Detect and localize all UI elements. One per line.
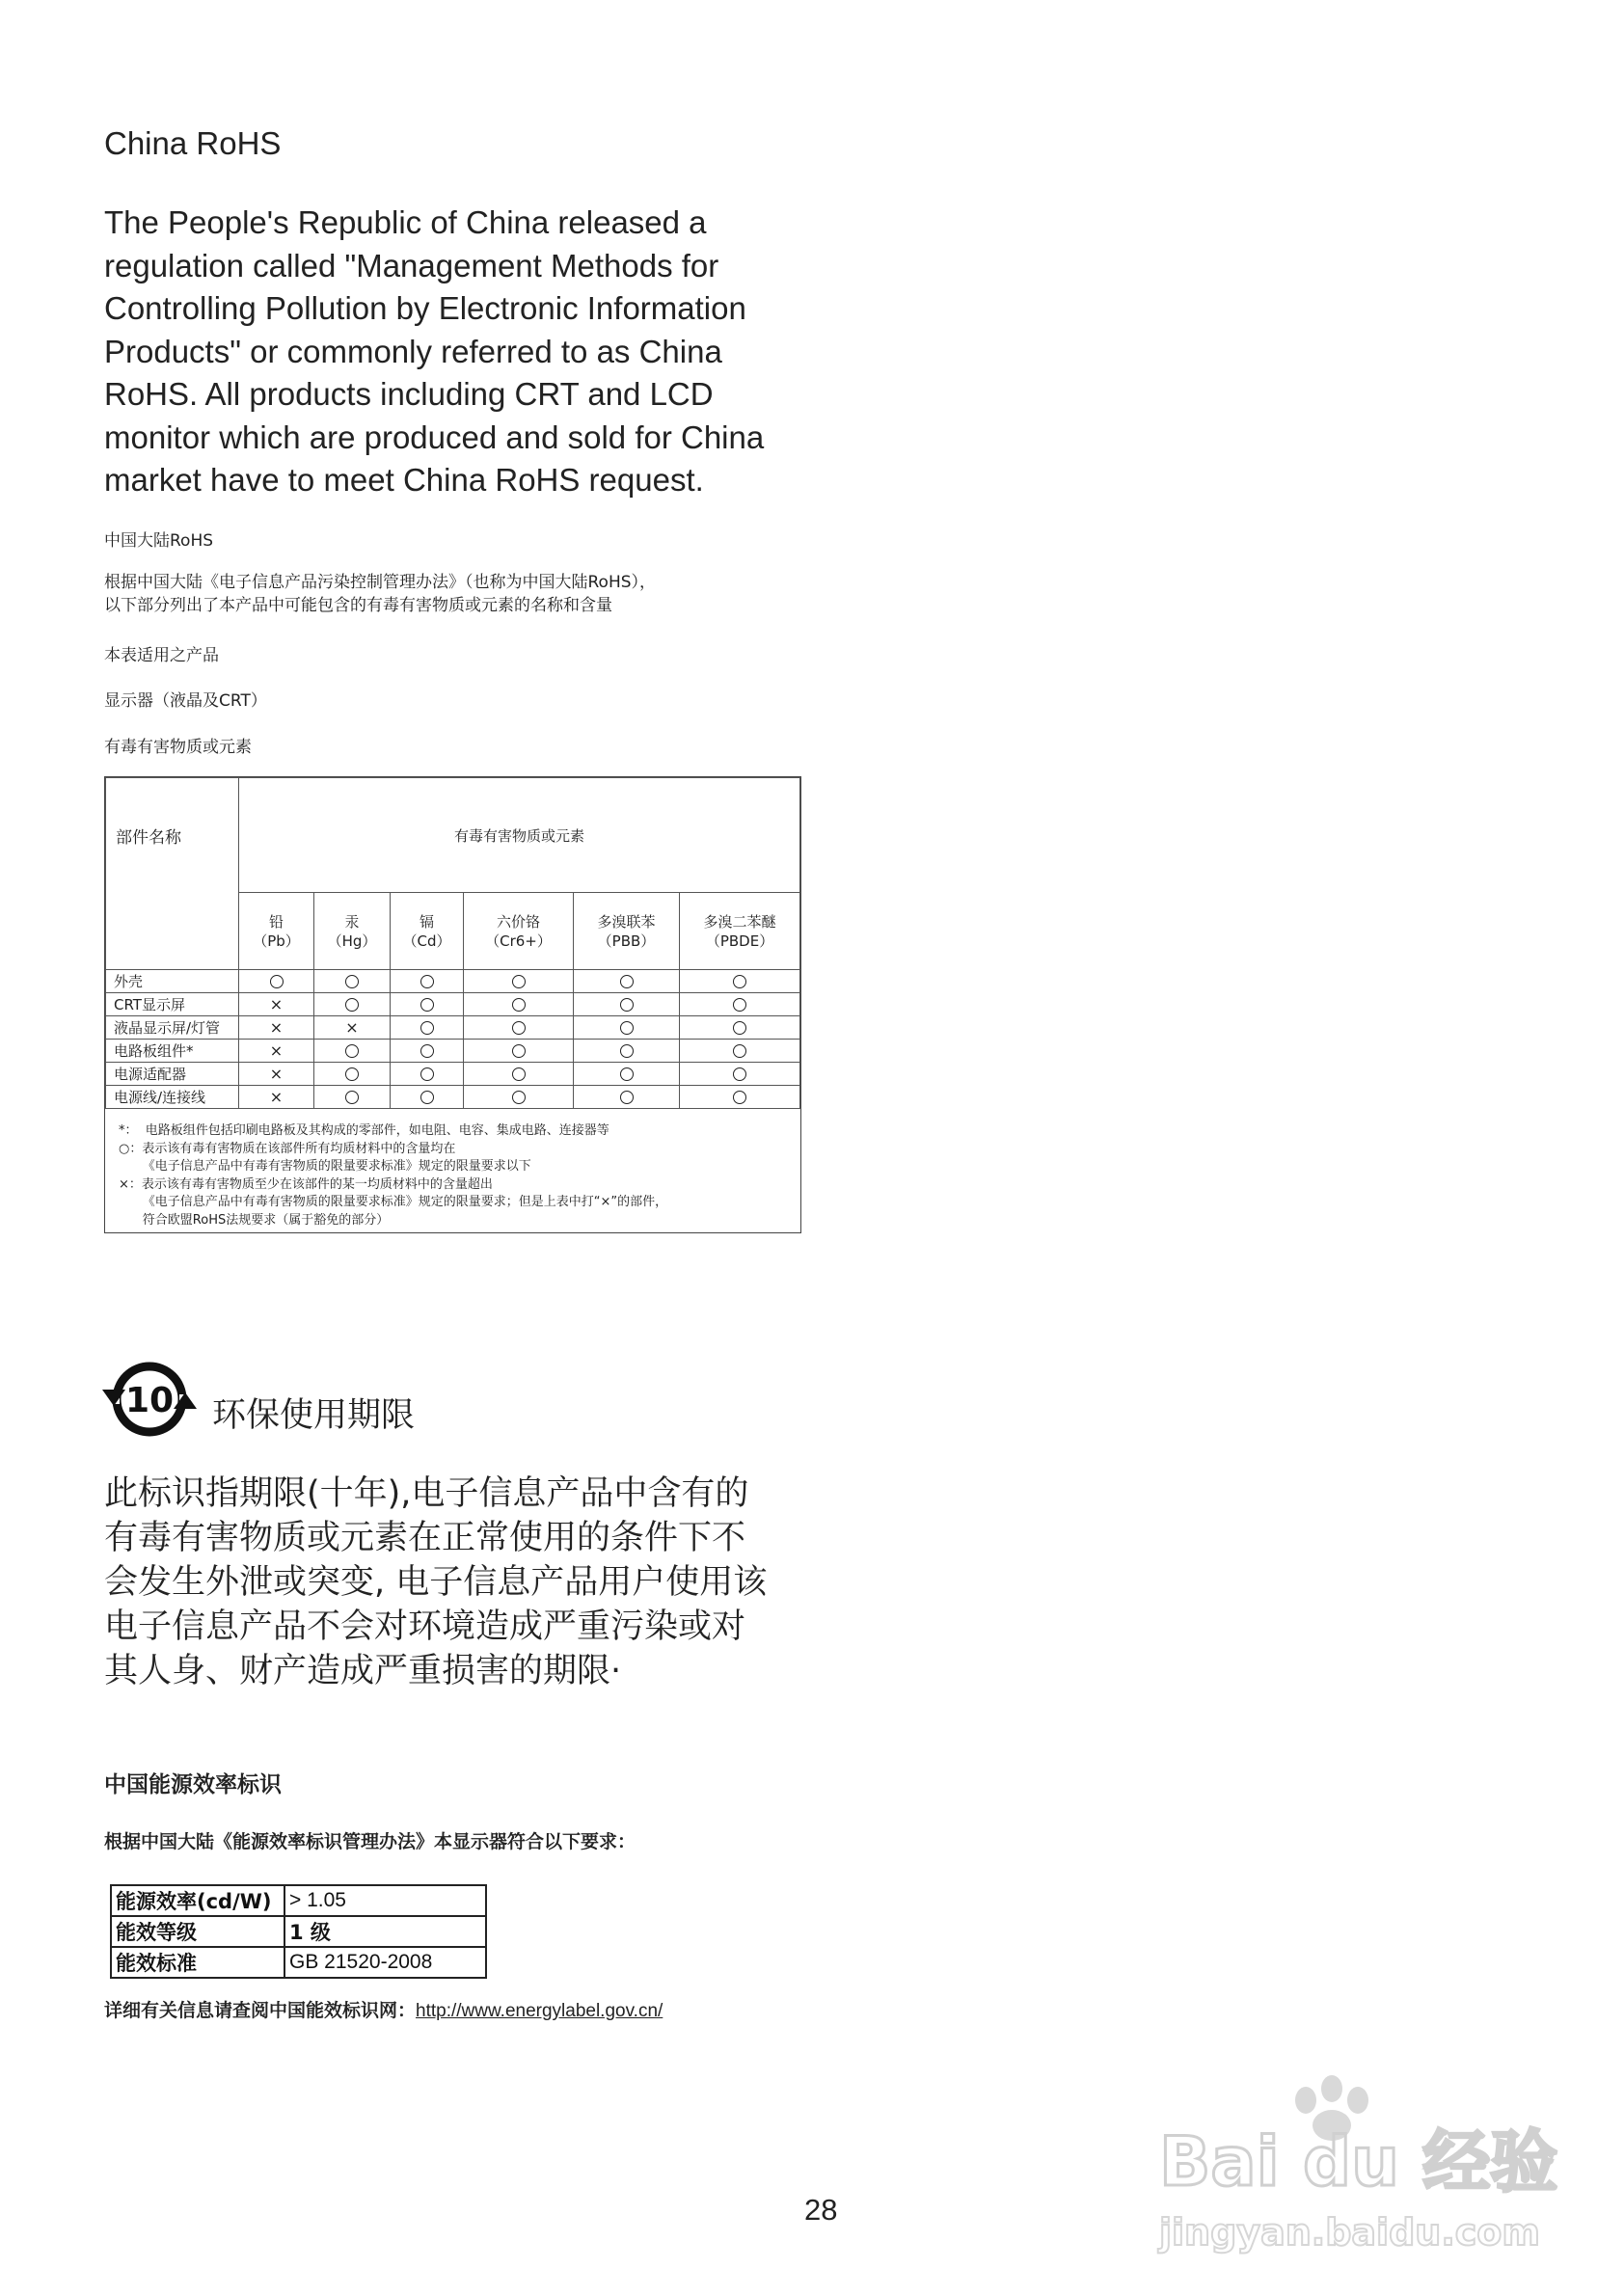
circle-icon [733,998,746,1012]
energy-label-title: 中国能源效率标识 [104,1772,282,1797]
element-header [391,893,464,970]
energy-row [111,1916,486,1947]
cross-icon: × [269,1088,284,1106]
circle-icon [345,998,359,1012]
element-header [464,893,574,970]
circle-icon [733,1044,746,1058]
element-header [680,893,800,970]
compliant-mark [464,1086,574,1109]
compliant-mark [574,993,680,1016]
element-name: 多溴联苯 [597,912,656,931]
basis-line: 以下部分列出了本产品中可能包含的有毒有害物质或元素的名称和含量 [104,596,612,615]
note-line: ○：表示该有毒有害物质在该部件所有均质材料中的含量均在 [119,1141,456,1156]
intro-line: The People's Republic of China released a [104,204,707,240]
efup-icon-number: 10 [124,1381,175,1420]
table-row [106,1086,800,1109]
circle-icon [512,975,526,988]
product-label: 显示器（液晶及CRT） [104,691,267,711]
table-row [106,993,800,1016]
part-name: 外壳 [106,970,239,993]
compliant-mark [574,970,680,993]
part-name: 液晶显示屏/灯管 [106,1016,239,1040]
circle-icon [345,1044,359,1058]
circle-icon [345,975,359,988]
intro-line: regulation called "Management Methods for [104,247,719,284]
part-name: CRT显示屏 [106,993,239,1016]
circle-icon [420,1067,434,1081]
efup-line: 电子信息产品不会对环境造成严重污染或对 [104,1607,746,1646]
element-header [574,893,680,970]
circle-icon [512,1067,526,1081]
compliant-mark [464,1063,574,1086]
element-name: 铅 [268,912,284,931]
energy-value: GB 21520-2008 [284,1947,486,1978]
compliant-mark [314,1040,391,1063]
circle-icon [620,1067,634,1081]
element-header [314,893,391,970]
circle-icon [620,1091,634,1104]
exceeds-mark [239,1086,314,1109]
part-name: 电源适配器 [106,1063,239,1086]
table-row [106,1063,800,1086]
table-notes [105,1109,800,1229]
efup-body [104,1472,767,1693]
watermark-brand: Bai du 经验 [1159,2122,1558,2201]
exceeds-mark [239,1040,314,1063]
circle-icon [420,1021,434,1035]
circle-icon [512,1091,526,1104]
efup-line: 其人身、财产造成严重损害的期限· [104,1652,622,1690]
compliant-mark [680,970,800,993]
element-name: 多溴二苯醚 [703,912,776,931]
group-header: 有毒有害物质或元素 [239,778,800,893]
compliant-mark [391,1040,464,1063]
exceeds-mark [239,993,314,1016]
energylabel-link[interactable]: http://www.energylabel.gov.cn/ [416,2001,663,2021]
circle-icon [512,1021,526,1035]
circle-icon [420,1044,434,1058]
circle-icon [270,975,284,988]
element-name: 镉 [419,912,434,931]
compliant-mark [314,1086,391,1109]
compliant-mark [391,1063,464,1086]
compliant-mark [391,993,464,1016]
note-line: *： 电路板组件包括印刷电路板及其构成的零部件，如电阻、电容、集成电路、连接器等 [119,1123,609,1138]
circle-icon [420,975,434,988]
circle-icon [620,1044,634,1058]
part-name: 电源线/连接线 [106,1086,239,1109]
intro-line: market have to meet China RoHS request. [104,462,704,498]
compliant-mark [680,1063,800,1086]
compliant-mark [680,993,800,1016]
rohs-basis-text [104,571,656,617]
basis-line: 根据中国大陆《电子信息产品污染控制管理办法》（也称为中国大陆RoHS）， [104,573,657,592]
note-line: ×：表示该有毒有害物质至少在该部件的某一均质材料中的含量超出 [119,1176,493,1192]
cross-icon: × [269,995,284,1013]
compliant-mark [680,1086,800,1109]
watermark-url: jingyan.baidu.com [1159,2211,1540,2254]
cross-icon: × [269,1041,284,1060]
energy-row [111,1885,486,1916]
compliant-mark [314,993,391,1016]
circle-icon [620,975,634,988]
element-symbol: （PBB） [597,932,656,950]
exceeds-mark [239,1063,314,1086]
circle-icon [733,1091,746,1104]
intro-line: Controlling Pollution by Electronic Information [104,290,746,326]
compliant-mark [391,1016,464,1040]
energy-value: > 1.05 [284,1885,486,1916]
intro-line: monitor which are produced and sold for China [104,419,765,455]
table-row [106,970,800,993]
corner-header: 部件名称 [106,778,239,893]
table-row [106,1016,800,1040]
cross-icon: × [345,1018,359,1037]
efup-10-year-icon [102,1358,197,1441]
applies-label: 本表适用之产品 [104,646,219,665]
element-symbol: （PBDE） [705,932,774,950]
efup-line: 此标识指期限(十年),电子信息产品中含有的 [104,1474,749,1513]
compliant-mark [574,1016,680,1040]
element-symbol: （Cr6+） [485,932,552,950]
hazard-grid [105,777,800,1109]
compliant-mark [464,1040,574,1063]
circle-icon [733,1021,746,1035]
circle-icon [345,1067,359,1081]
compliant-mark [464,993,574,1016]
circle-icon [345,1091,359,1104]
element-symbol: （Cd） [402,932,451,950]
energy-key: 能源效率(cd/W) [111,1885,284,1916]
intro-line: RoHS. All products including CRT and LCD [104,376,714,412]
energy-basis-text: 根据中国大陆《能源效率标识管理办法》本显示器符合以下要求： [104,1831,636,1852]
baidu-watermark [1153,2062,1558,2255]
efup-title: 环保使用期限 [212,1396,416,1435]
note-line: 《电子信息产品中有毒有害物质的限量要求标准》规定的限量要求以下 [119,1159,531,1174]
energy-key: 能效等级 [111,1916,284,1947]
exceeds-mark [314,1016,391,1040]
compliant-mark [314,1063,391,1086]
intro-paragraph [104,202,798,502]
cross-icon: × [269,1018,284,1037]
efup-line: 会发生外泄或突变, 电子信息产品用户使用该 [104,1563,768,1602]
blank-cell [106,893,239,970]
toxic-substances-label: 有毒有害物质或元素 [104,738,252,757]
compliant-mark [391,1086,464,1109]
compliant-mark [574,1086,680,1109]
compliant-mark [391,970,464,993]
compliant-mark [680,1016,800,1040]
page-heading: China RoHS [104,125,282,161]
energy-more-info [104,1996,663,2022]
page-number: 28 [804,2193,838,2227]
energy-more-prefix: 详细有关信息请查阅中国能效标识网： [104,2000,417,2021]
intro-line: Products" or commonly referred to as China [104,333,722,369]
china-rohs-subtitle: 中国大陆RoHS [104,531,214,551]
circle-icon [420,998,434,1012]
efup-line: 有毒有害物质或元素在正常使用的条件下不 [104,1519,746,1557]
element-symbol: （Pb） [253,932,300,950]
circle-icon [512,998,526,1012]
hazardous-substances-table [104,776,801,1233]
compliant-mark [464,1016,574,1040]
element-name: 六价铬 [496,912,540,931]
element-header [239,893,314,970]
circle-icon [733,975,746,988]
compliant-mark [680,1040,800,1063]
energy-efficiency-table [110,1884,487,1979]
exceeds-mark [239,1016,314,1040]
element-symbol: （Hg） [327,932,377,950]
energy-key: 能效标准 [111,1947,284,1978]
compliant-mark [464,970,574,993]
element-name: 汞 [344,912,360,931]
note-line: 符合欧盟RoHS法规要求（属于豁免的部分） [119,1212,390,1228]
circle-icon [620,998,634,1012]
table-row [106,1040,800,1063]
cross-icon: × [269,1065,284,1083]
compliant-mark [239,970,314,993]
compliant-mark [574,1063,680,1086]
compliant-mark [314,970,391,993]
compliant-mark [574,1040,680,1063]
note-line: 《电子信息产品中有毒有害物质的限量要求标准》规定的限量要求；但是上表中打“×”的部件， [119,1195,668,1209]
circle-icon [420,1091,434,1104]
energy-row [111,1947,486,1978]
circle-icon [620,1021,634,1035]
circle-icon [512,1044,526,1058]
circle-icon [733,1067,746,1081]
part-name: 电路板组件* [106,1040,239,1063]
energy-value: 1 级 [284,1916,486,1947]
